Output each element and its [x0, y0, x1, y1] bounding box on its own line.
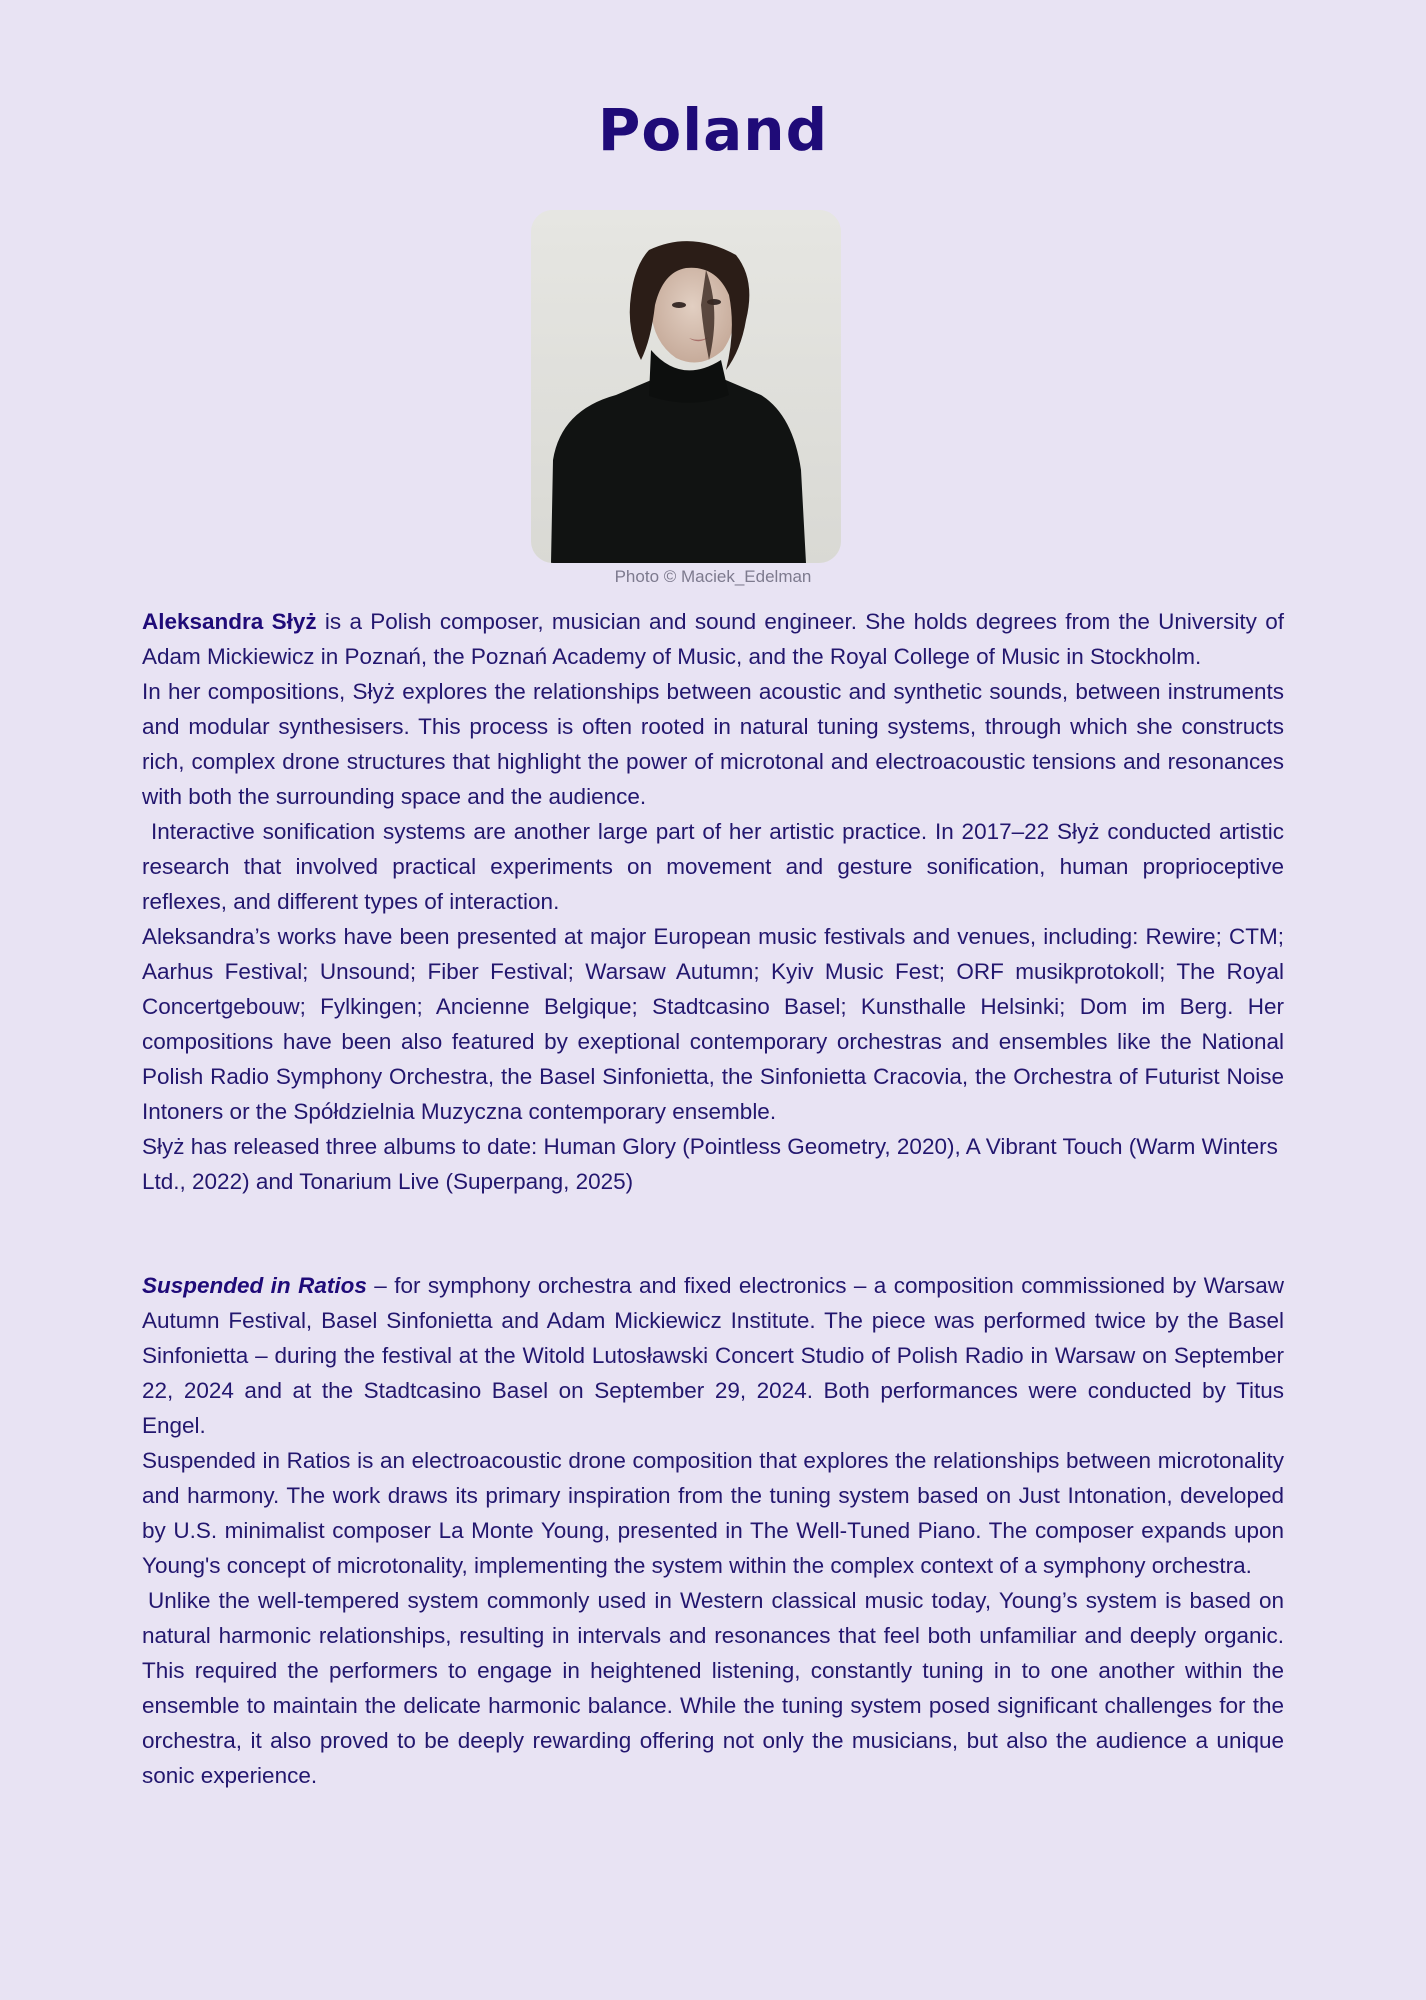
work-paragraph-3: Unlike the well-tempered system commonly used in Western classical music today, Young’s system is based on natural harmonic relationships, resulting in intervals and resonances that feel both unfamiliar and deeply organic. This required the performers to engage in heightened listening, constantly tuning in to one another within the ensemble to maintain the delicate harmonic balance. While the tuning system posed significant challenges for the orchestra, it also proved to be deeply rewarding offering not only the musicians, but also the audience a unique sonic experience. — [142, 1588, 1284, 1788]
work-title: Suspended in Ratios — [142, 1273, 367, 1298]
page-title: Poland — [597, 96, 829, 164]
bio-paragraph-2: In her compositions, Słyż explores the relationships between acoustic and synthetic sounds, between instruments and modular synthesisers. This process is often rooted in natural tuning systems, through which she constructs rich, complex drone structures that highlight the power of microtonal and electroacoustic tensions and resonances with both the surrounding space and the audience. — [142, 679, 1284, 809]
bio-paragraph-3: Interactive sonification systems are another large part of her artistic practice. In 2017–22 Słyż conducted artistic research that involved practical experiments on movement and gesture sonification, human proprioceptive reflexes, and different types of interaction. — [142, 819, 1284, 914]
bio-paragraph-1 — [142, 604, 1284, 674]
work-paragraph-2: Suspended in Ratios is an electroacoustic drone composition that explores the relationships between microtonality and harmony. The work draws its primary inspiration from the tuning system based on Just Intonation, developed by U.S. minimalist composer La Monte Young, presented in The Well-Tuned Piano. The composer expands upon Young's concept of microtonality, implementing the system within the complex context of a symphony orchestra. — [142, 1448, 1284, 1578]
bio-intro: is a Polish composer, musician and sound engineer. She holds degrees from the University of Adam Mickiewicz in Poznań, the Poznań Academy of Music, and the Royal College of Music in Stockholm. — [142, 609, 1284, 669]
artist-name: Aleksandra Słyż — [142, 609, 317, 634]
photo-credit: Photo © Maciek_Edelman — [614, 567, 812, 586]
bio-paragraph-4: Aleksandra’s works have been presented at major European music festivals and venues, including: Rewire; CTM; Aarhus Festival; Unsound; Fiber Festival; Warsaw Autumn; Kyiv Music Fest; ORF musikprotokoll; The Royal Concertgebouw; Fylkingen; Ancienne Belgique; Stadtcasino Basel; Kunsthalle Helsinki; Dom im Berg. Her compositions have been also featured by exeptional contemporary orchestras and ensembles like the National Polish Radio Symphony Orchestra, the Basel Sinfonietta, the Sinfonietta Cracovia, the Orchestra of Futurist Noise Intoners or the Spółdzielnia Muzyczna contemporary ensemble. — [142, 924, 1284, 1124]
work-description — [142, 1268, 1284, 1793]
work-intro: – for symphony orchestra and fixed electronics – a composition commissioned by Warsaw Autumn Festival, Basel Sinfonietta and Adam Mickiewicz Institute. The piece was performed twice by the Basel Sinfonietta – during the festival at the Witold Lutosławski Concert Studio of Polish Radio in Warsaw on September 22, 2024 and at the Stadtcasino Basel on September 29, 2024. Both performances were conducted by Titus Engel. — [142, 1273, 1284, 1438]
biography — [142, 604, 1284, 1199]
bio-paragraph-5: Słyż has released three albums to date: Human Glory (Pointless Geometry, 2020), A Vibrant Touch (Warm Winters Ltd., 2022) and Tonarium Live (Superpang, 2025) — [142, 1134, 1278, 1194]
portrait-photo — [531, 210, 841, 563]
work-paragraph-1 — [142, 1268, 1284, 1443]
